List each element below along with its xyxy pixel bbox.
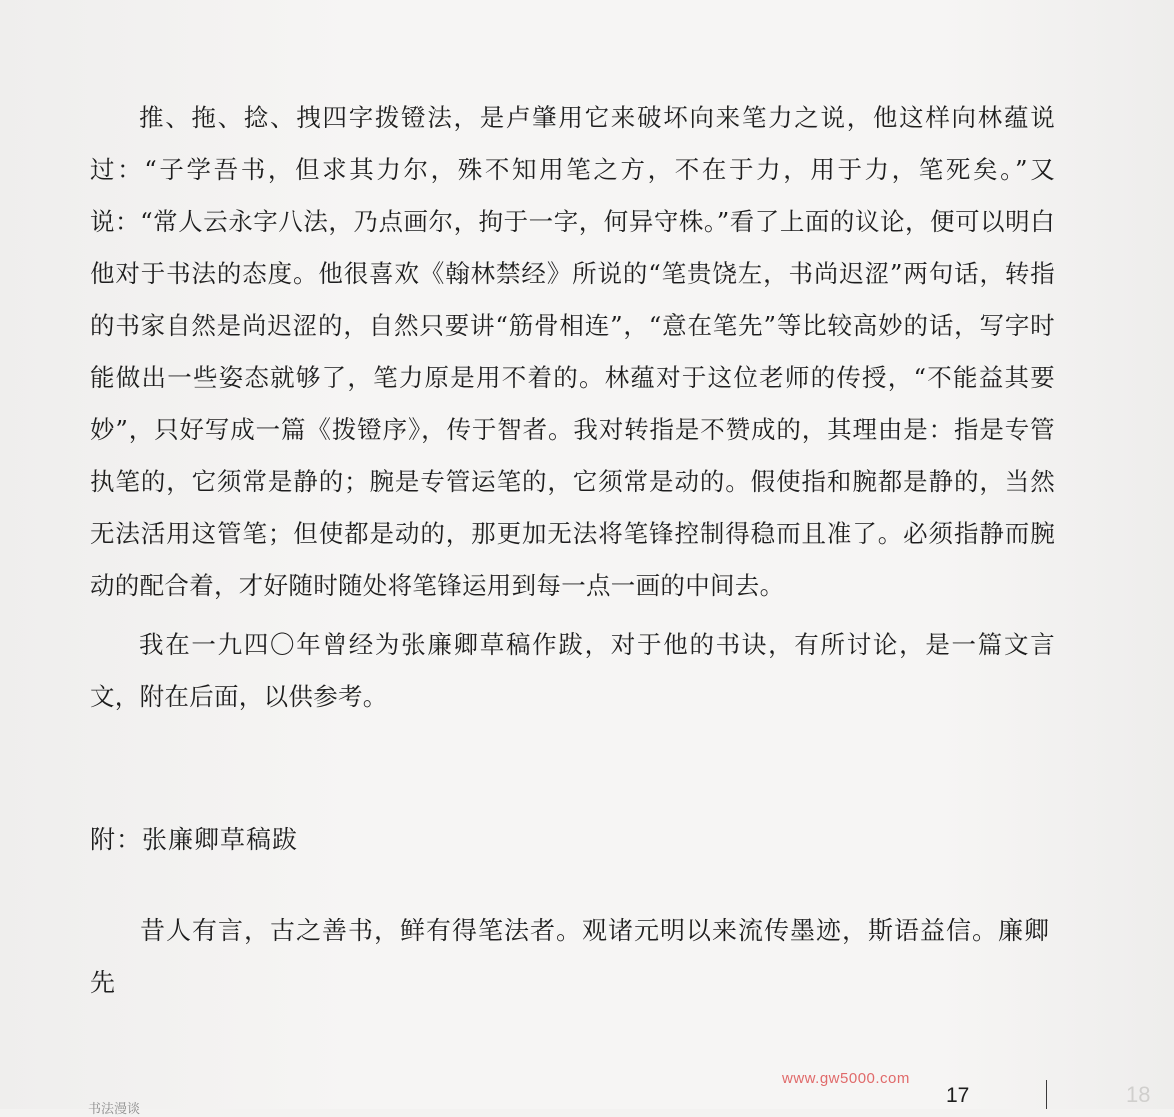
appendix-title: 附：张廉卿草稿跋 [90,825,299,854]
paragraph: 我在一九四〇年曾经为张廉卿草稿作跋，对于他的书诀，有所讨论，是一篇文言文，附在后面，以供参考。 [90,630,1055,711]
next-page-number: 18 [1126,1082,1151,1107]
appendix-text: 昔人有言，古之善书，鲜有得笔法者。观诸元明以来流传墨迹，斯语益信。廉卿先 [90,916,1051,997]
page-divider-rule [1046,1080,1047,1109]
page-number: 17 [946,1084,970,1107]
running-footer: 书法漫谈 [88,1101,141,1116]
paragraph: 推、拖、捻、拽四字拨镫法，是卢肇用它来破坏向来笔力之说，他这样向林蕴说过：“子学吾书，但求其力尔，殊不知用笔之方，不在于力，用于力，笔死矣。”又说：“常人云永字八法，乃点画尔，拘于一字，何异守株。”看了上面的议论，便可以明白他对于书法的态度。他很喜欢《翰林禁经》所说的“笔贵饶左，书尚迟涩”两句话，转指的书家自然是尚迟涩的，自然只要讲“筋骨相连”，“意在笔先”等比较高妙的话，写字时能做出一些姿态就够了，笔力原是用不着的。林蕴对于这位老师的传授，“不能益其要妙”，只好写成一篇《拨镫序》，传于智者。我对转指是不赞成的，其理由是：指是专管执笔的，它须常是静的；腕是专管运笔的，它须常是动的。假使指和腕都是静的，当然无法活用这管笔；但使都是动的，那更加无法将笔锋控制得稳而且准了。必须指静而腕动的配合着，才好随时随处将笔锋运用到每一点一画的中间去。 [90,103,1055,600]
main-text [90,92,1055,723]
watermark: www.gw5000.com [782,1070,910,1087]
